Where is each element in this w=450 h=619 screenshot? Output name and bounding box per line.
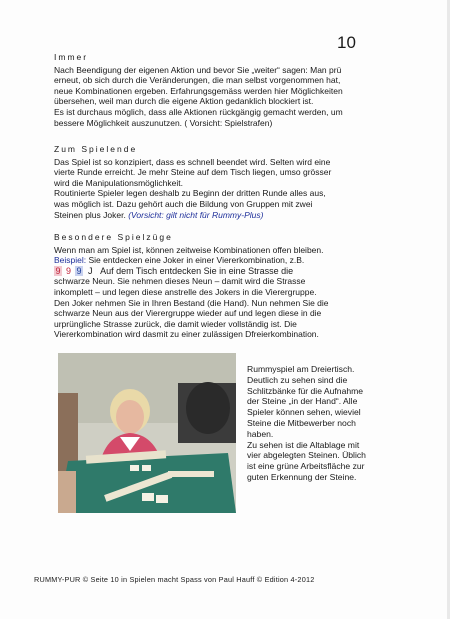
tile-blue-nine: 9 — [76, 265, 82, 276]
caption-line: vier abgelegten Steinen. Üblich — [247, 450, 366, 461]
text-line: bessere Möglichkeit auszunutzen. ( Vorsicht: Spielstrafen) — [54, 117, 273, 128]
caption-line: der Steine „in der Hand“. Alle — [247, 396, 358, 407]
caption-line: haben. — [247, 428, 274, 439]
text-line: Routinierte Spieler legen deshalb zu Beginn der dritten Runde alles aus, — [54, 188, 326, 199]
caption-line: Spieler können sehen, wieviel — [247, 407, 361, 418]
caption-line: Zu sehen ist die Altablage mit — [247, 439, 360, 450]
text-line: erneut, ob sich durch die Veränderungen, die man selbst vorgenommen hat, — [54, 75, 341, 86]
page-number: 10 — [337, 33, 356, 52]
text-line: was möglich ist. Dazu gehört auch die Bildung von Gruppen mit zwei — [54, 198, 313, 209]
section-spielzuege — [54, 232, 406, 340]
text-line: schwarze Neun aus der Vierergruppe wieder auf und legen diese in die — [54, 308, 322, 319]
tile-red-nine: 9 — [55, 265, 61, 276]
photo-caption — [247, 364, 407, 483]
tile-joker: J — [88, 265, 93, 276]
caption-line: Steine die Mitbewerber noch — [247, 417, 356, 428]
text-line: Das Spiel ist so konzipiert, dass es schnell beendet wird. Selten wird eine — [54, 156, 331, 167]
section-heading: Zum Spielende — [54, 144, 138, 154]
text-line — [54, 210, 406, 221]
tile-example-line — [54, 266, 406, 277]
page-footer: RUMMY-PUR © Seite 10 in Spielen macht Spass von Paul Hauff © Edition 4-2012 — [34, 575, 315, 584]
caption-line: ist eine grüne Arbeitsfläche zur — [247, 461, 365, 472]
caption-line: Deutlich zu sehen sind die — [247, 374, 348, 385]
text-line: schwarze Neun. Sie nehmen dieses Neun – damit wird die Strasse — [54, 276, 306, 287]
text-fragment: Sie entdecken eine Joker in einer Viererkombination, z.B. — [86, 255, 305, 266]
caption-line: guten Erkennung der Steine. — [247, 471, 357, 482]
text-line: neue Kombinationen ergeben. Erfahrungsgemäss werden hier Möglichkeiten — [54, 85, 343, 96]
caption-line: Schlitzbänke für die Aufnahme — [247, 385, 364, 396]
text-line: Den Joker nehmen Sie in Ihren Bestand (die Hand). Nun nehmen Sie die — [54, 297, 329, 308]
text-line: Es ist durchaus möglich, dass alle Aktionen rückgängig gemacht werden, um — [54, 106, 343, 117]
text-line: inkomplett – und legen diese anstrelle des Jokers in die Vierergruppe. — [54, 286, 317, 297]
text-line: Nach Beendigung der eigenen Aktion und bevor Sie „weiter“ sagen: Man prü — [54, 64, 342, 75]
text-line: wird die Manipulationsmöglichkeit. — [54, 177, 183, 188]
caption-line: Rummyspiel am Dreiertisch. — [247, 364, 355, 374]
text-line: vierte Runde erreicht. Je mehr Steine auf dem Tisch liegen, umso grösser — [54, 167, 332, 178]
text-line: urprüngliche Strasse zurück, die damit wieder vollständig ist. Die — [54, 318, 297, 329]
text-line: Viererkombination wird dasmit zu einer zulässigen Dfreierkombination. — [54, 329, 319, 340]
rummy-table-photo — [58, 353, 236, 513]
section-immer — [54, 52, 406, 128]
example-line — [54, 255, 406, 266]
section-heading: Besondere Spielzüge — [54, 232, 173, 242]
text-line: übersehen, weil man durch die eigene Aktion gedanklich blockiert ist. — [54, 96, 314, 107]
text-fragment: Auf dem Tisch entdecken Sie in eine Strasse die — [100, 265, 294, 276]
beispiel-label: Beispiel: — [54, 255, 87, 266]
tile-red-nine: 9 — [66, 265, 72, 276]
text-fragment: Steinen plus Joker. — [54, 209, 126, 220]
note-rummy-plus: (Vorsicht: gilt nicht für Rummy-Plus) — [128, 209, 264, 220]
section-spielende — [54, 144, 406, 220]
section-heading: Immer — [54, 52, 89, 62]
text-line: Wenn man am Spiel ist, können zeitweise Kombinationen offen bleiben. — [54, 244, 324, 255]
